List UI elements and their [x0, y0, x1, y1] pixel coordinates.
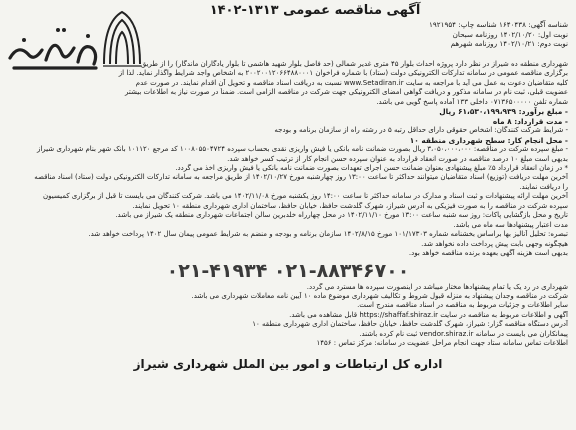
notice-line: آخرین مهلت دریافت (توزیع) اسناد متقاضیان میتوانند حداکثر تا ساعت ۱۳:۰۰ روز چهارشنبه مورخ ۱۴۰۲/۱۰/۲۷ از طریق مراجعه به سامانه تدارکات الکترونیکی دولت (ستاد) اسناد مناقصه [34, 173, 568, 182]
notice-line: پیمانکاران می بایست در سامانه vendor.shiraz.ir ثبت نام کرده باشند. [359, 329, 568, 338]
notice-line: * در زمان انعقاد قرارداد ۵٪ مبلغ پیشنهادی بعنوان ضمانت حسن اجرای تعهدات بصورت ضمانت نامه بانکی یا فیش واریزی اخذ می گردد. [175, 163, 568, 172]
notice-title: آگهی مناقصه عمومی ۱۳۱۳-۱۴۰۲ [209, 3, 421, 18]
notice-line: اطلاعات تماس سامانه ستاد جهت انجام مراحل عضویت در سامانه: مرکز تماس : ۱۴۵۶ [316, 339, 568, 348]
notice-line: شماره تلفن ۰۷۱۳۶۵۰۰۰۰۰ داخلی ۱۳۳ آماده پاسخ گویی می باشد. [376, 97, 568, 106]
notice-line: هیچگونه وجهی بابت پیش پرداخت داده نخواهد شد. [421, 239, 568, 248]
notice-line: سپرده شرکت در مناقصه را به صورت فیزیکی به آدرس شیراز، شهرک گلدشت حافظ، خیابان حافظ، ساختمان اداری شهرداری منطقه ۱۰ تحویل نمایند. [132, 201, 568, 210]
notice-line: - مبلغ برآورد: ۶۱،۵۳۰،۱۹۹،۹۳۹ ریال [439, 107, 568, 117]
notice-header [248, 20, 568, 49]
notice-line: بدیهی است هزینه آگهی بعهده برنده مناقصه خواهد بود. [408, 249, 568, 258]
notice-line: آخرین مهلت ارائه پیشنهادات و ثبت اسناد و مدارک در سامانه حداکثر تا ساعت ۱۴:۰۰ روز یکشنبه مورخ ۱۴۰۲/۱۱/۰۸ می باشد. شرکت کنندگان می بایست تا قبل از برگزاری کمیسیون [42, 192, 568, 201]
header-line: نوبت اول: ۱۴۰۲/۱۰/۲۰ روزنامه سبحان [452, 29, 568, 39]
notice-body [8, 60, 568, 375]
notice-line: برگزاری مناقصه عمومی در سامانه تدارکات الکترونیکی دولت (ستاد) با شماره فراخوان ۲۰۰۲۰۰۱۲۰۶۶۴۸۸۰۰۰۱ به اشخاص واجد شرایط واگذار نماید. لذا از [118, 69, 568, 78]
notice-line: - محل انجام کار: سطح شهرداری منطقه ۱۰ [409, 135, 568, 145]
notice-line: آگهی و اطلاعات مربوط به مناقصه در سایت https://shaffaf.shiraz.ir قابل مشاهده می باشد. [289, 310, 568, 319]
notice-line: آدرس دستگاه مناقصه گزار: شیراز، شهرک گلدشت حافظ، خیابان حافظ، ساختمان اداری شهرداری منطقه ۱۰ [252, 320, 568, 329]
notice-line: شهرداری در رد یک یا تمام پیشنهادها مختار میباشد در اینصورت سپرده ها مسترد می گردد. [306, 282, 568, 291]
notice-line: سایر اطلاعات و جزئیات مربوط به مناقصه در اسناد مناقصه مندرج است. [357, 301, 568, 310]
notice-line: عضویت قبلی، ثبت نام در سامانه مذکور و دریافت گواهی امضای الکترونیکی جهت شرکت در مناقصه الزامی است. ضمناً در صورت نیاز به اطلاعات بیشتر [125, 88, 568, 97]
notice-line: کلیه متقاضیان دعوت به عمل می آید با مراجعه به سایت www.Setadiran.ir نسبت به دریافت اسناد مناقصه و تحویل آن اقدام نمایند. در صورت عدم [135, 78, 568, 87]
notice-line: تاریخ و محل بازگشایی پاکات: روز سه شنبه ساعت ۱۳:۰۰ مورخ ۱۴۰۲/۱۱/۱۰ در محل چهارراه خلدبرین سالن اجتماعات شهرداری منطقه یک شیراز می باشد. [115, 211, 568, 220]
notice-line: - شرایط شرکت کنندگان: اشخاص حقوقی دارای حداقل رتبه ۵ در رشته راه از سازمان برنامه و بودجه [274, 126, 568, 135]
header-line: شناسه آگهی: ۱۶۴۰۴۳۸ شناسه چاپ: ۱۹۲۱۹۵۴ [429, 20, 568, 29]
notice-line: شرکت در مناقصه وجدان پیشنهاد به منزله قبول شروط و تکالیف شهرداری موضوع ماده ۱۰ آیین نامه معاملات شهرداری می باشد. [191, 291, 568, 300]
notice-footer: اداره کل ارتباطات و امور بین الملل شهرداری شیراز [133, 356, 443, 371]
notice-line: تبصره: تحلیل آنالیز بها براساس بخشنامه شماره ۱۰۱/۱۷۳۰۳ مورخ ۱۴۰۲/۸/۱۵ سازمان برنامه و بودجه و منضم به شرایط عمومی پیمان سال ۱۴۰۲ پرداخت خواهد شد. [88, 230, 568, 239]
notice-line: را دریافت نمایند. [519, 182, 568, 191]
header-line: نوبت دوم: ۱۴۰۲/۱۰/۲۱ روزنامه شهرهم [450, 39, 568, 49]
notice-line: مدت اعتبار پیشنهادها سه ماه می باشد. [453, 220, 568, 229]
notice-line: - مبلغ سپرده شرکت در مناقصه: ۳،۰۵۰،۰۰۰،۰۰۰ ریال بصورت ضمانت نامه بانکی یا فیش واریزی نقدی بحساب سپرده ۱۰۰۸۰۵۵۰۴۷۲۴ کد مرجع ۱۰۱۱۲۰ بانک شهر بنام شهرداری شیراز [36, 145, 568, 154]
notice-line: - مدت قرارداد: ۸ ماه [492, 116, 568, 126]
notice-line: شهرداری منطقه ده شیراز در نظر دارد پروژه احداث بلوار ۴۵ متری غدیر شمالی (حد فاصل بلوار شهید هاشمی تا بلوار یادگاران ماندگار) را از طریق [140, 60, 568, 68]
notice-line: بدیهی است مبلغ ۱۰ درصد مناقصه در صورت انعقاد قرارداد به عنوان سپرده حسن انجام کار از ترتیب کسر خواهد شد. [227, 154, 568, 163]
contact-phone: ۰۲۱-۸۸۳۴۶۷۰۰ ۰۲۱-۴۱۹۳۴ [166, 259, 410, 282]
